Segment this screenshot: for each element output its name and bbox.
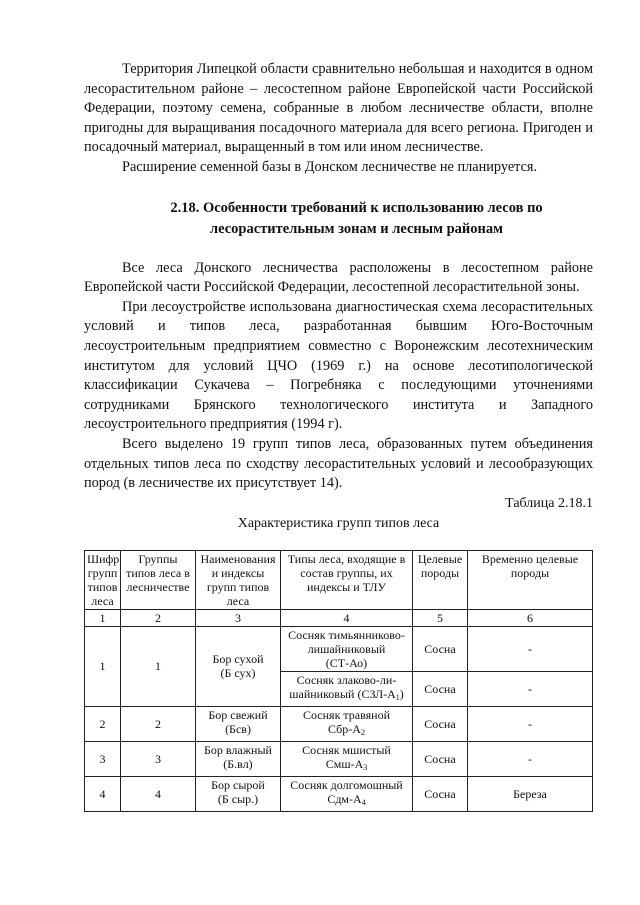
column-number: 4 [281, 609, 413, 626]
forest-type-index-tail: ) [399, 686, 404, 701]
group-index: (Б сыр.) [217, 791, 259, 806]
paragraph-forests-location: Все леса Донского лесничества расположены в лесостепном районе Европейской части Российской Федерации, лесостепной лесорастительной зоны. [84, 259, 593, 296]
forest-type-index: Сбр-А [328, 721, 361, 736]
group-number: 2 [121, 706, 196, 741]
paragraph-seed-base: Расширение семенной базы в Донском лесничестве не планируется. [122, 158, 538, 175]
forest-type [281, 626, 413, 671]
group-name-line: Бор сухой [212, 652, 264, 667]
target-species: Сосна [413, 626, 468, 671]
forest-type [281, 706, 413, 741]
group-name [196, 626, 281, 706]
table-row [85, 741, 593, 776]
temporary-species: Береза [468, 776, 593, 811]
forest-type-line: Сосняк долгомошный [290, 777, 403, 792]
forest-type [281, 671, 413, 706]
group-code: 4 [85, 776, 121, 811]
table-row [85, 626, 593, 671]
group-code: 3 [85, 741, 121, 776]
forest-type-line: Сосняк злаково-ли- [296, 672, 397, 687]
forest-type-line: Сосняк тимьянниково- [288, 627, 405, 642]
forest-type-index-sub: 3 [363, 762, 368, 772]
temporary-species: - [468, 741, 593, 776]
paragraph-forest-groups: Всего выделено 19 групп типов леса, образованных путем объединения отдельных типов леса по сходству лесорастительных условий и лесообразующих пород (в лесничестве их присутствует 14). [84, 435, 593, 492]
section-heading [84, 198, 593, 240]
header-cell: Наименования и индексы групп типов леса [196, 550, 281, 609]
forest-type [281, 741, 413, 776]
table-number: Таблица 2.18.1 [505, 495, 593, 511]
column-number: 2 [121, 609, 196, 626]
header-cell: Шифр групп типов леса [85, 550, 121, 609]
group-code: 1 [85, 626, 121, 706]
temporary-species: - [468, 671, 593, 706]
header-cell: Целевые породы [413, 550, 468, 609]
forest-type-line: лишайниковый [307, 641, 386, 656]
forest-type-index-sub: 4 [361, 797, 366, 807]
group-number: 3 [121, 741, 196, 776]
target-species: Сосна [413, 776, 468, 811]
forest-type-line: Сосняк травяной [303, 707, 390, 722]
group-number: 1 [121, 626, 196, 706]
table-header-row [85, 550, 593, 609]
document-page [84, 60, 593, 812]
header-cell: Группы типов леса в лесничестве [121, 550, 196, 609]
table-row [85, 776, 593, 811]
group-code: 2 [85, 706, 121, 741]
forest-type-index: Смш-А [325, 756, 364, 771]
group-name [196, 741, 281, 776]
forest-type-index-sub: 2 [360, 727, 365, 737]
group-name [196, 776, 281, 811]
section-heading-line1: 2.18. Особенности требований к использованию лесов по [170, 199, 543, 216]
forest-type-line: Сосняк мшистый [302, 742, 391, 757]
group-index: (Бсв) [225, 721, 251, 736]
temporary-species: - [468, 626, 593, 671]
forest-groups-table [84, 550, 593, 812]
target-species: Сосна [413, 741, 468, 776]
target-species: Сосна [413, 706, 468, 741]
group-name-line: Бор свежий [208, 707, 268, 722]
table-row [85, 706, 593, 741]
column-number: 6 [468, 609, 593, 626]
forest-type-index: (СЗЛ-А [357, 686, 396, 701]
group-index: (Б.вл) [223, 756, 253, 771]
group-name-line: Бор сырой [211, 777, 265, 792]
forest-type [281, 776, 413, 811]
column-number: 3 [196, 609, 281, 626]
header-cell: Типы леса, входящие в состав группы, их индексы и ТЛУ [281, 550, 413, 609]
column-number: 1 [85, 609, 121, 626]
table-title: Характеристика групп типов леса [237, 515, 440, 531]
paragraph-diagnostic-scheme: При лесоустройстве использована диагностическая схема лесорастительных условий и типов леса, разработанная бывшим Юго-Восточным лесоустроительным предприятием совместно с Воронежским лесотехническим институтом для условий ЦЧО (1969 г.) на основе лесотипологической классификации Сукачева – Погребняка с последующими уточнениями сотрудниками Брянского технологического института и Западного лесоустроительного предприятия (1994 г). [84, 298, 593, 433]
group-index: (Б сух) [220, 666, 256, 681]
column-number: 5 [413, 609, 468, 626]
paragraph-seed-region: Территория Липецкой области сравнительно небольшая и находится в одном лесорастительном районе – лесостепном районе Европейской части Российской Федерации, поэтому семена, собранные в любом лесничестве области, вполне пригодны для выращивания посадочного материала для всего региона. Пригоден и посадочный материал, выращенный в том или ином лесничестве. [84, 61, 593, 156]
target-species: Сосна [413, 671, 468, 706]
forest-type-index: (СТ-Ао) [325, 655, 368, 670]
temporary-species: - [468, 706, 593, 741]
group-name-line: Бор влажный [204, 742, 272, 757]
section-heading-line2: лесорастительным зонам и лесным районам [209, 220, 504, 237]
forest-type-index: Сдм-А [327, 791, 362, 806]
group-name [196, 706, 281, 741]
group-number: 4 [121, 776, 196, 811]
forest-type-line: шайниковый [289, 686, 355, 701]
header-cell: Временно целевые породы [468, 550, 593, 609]
forest-type-index-sub: 1 [395, 692, 400, 702]
column-number-row [85, 609, 593, 626]
